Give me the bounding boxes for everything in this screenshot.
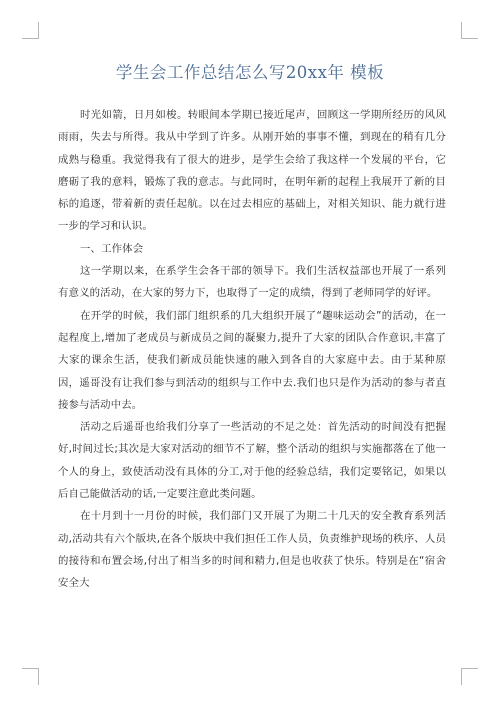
paragraph-activity-review: 活动之后遥哥也给我们分享了一些活动的不足之处：首先活动的时间没有把握好,时间过长;其次是大家对活动的细节不了解，整个活动的组织与实施都落在了他一个人的身上，致使活动没有具体的分工,对于他的经验总结，我们定要铭记，如果以后自己能做活动的话,一定要注意此类问题。 [58, 421, 446, 501]
section-heading-work-experience: 一、工作体会 [80, 242, 144, 255]
paragraph-safety-education: 在十月到十一月份的时候，我们部门又开展了为期二十几天的安全教育系列活动,活动共有六个版块,在各个版块中我们担任工作人员，负责维护现场的秩序、人员的接待和布置会场,付出了相当多的时间和精力,但是也收获了快乐。特别是在“宿舍安全大 [58, 510, 446, 590]
crop-mark-bottom-left [22, 668, 39, 685]
document-title: 学生会工作总结怎么写20xx年 模板 [115, 63, 385, 82]
document-body [58, 104, 446, 595]
paragraph-intro: 时光如箭，日月如梭。转眼间本学期已接近尾声，回顾这一学期所经历的风风雨雨，失去与所得。我从中学到了许多。从刚开始的事事不懂，到现在的稍有几分成熟与稳重。我觉得我有了很大的进步，是学生会给了我这样一个发展的平台，它磨砺了我的意料，锻炼了我的意志。与此同时，在明年新的起程上我展开了新的目标的追逐，带着新的责任起航。以在过去相应的基础上，对相关知识、能力就行进一步的学习和认识。 [58, 109, 446, 233]
crop-mark-top-left [22, 22, 39, 39]
paragraph-sports-meet: 在开学的时候，我们部门组织系的几大组织开展了“趣味运动会”的活动，在一起程度上,增加了老成员与新成员之间的凝聚力,提升了大家的团队合作意识,丰富了大家的课余生活，使我们新成员能快速的融入到各自的大家庭中去。由于某种原因，遥哥没有让我们参与到活动的组织与工作中去.我们也只是作为活动的参与者直接参与活动中去。 [58, 309, 446, 411]
crop-mark-top-right [461, 22, 478, 39]
paragraph-semester-summary: 这一学期以来，在系学生会各干部的领导下。我们生活权益部也开展了一系列有意义的活动，在大家的努力下，也取得了一定的成绩，得到了老师同学的好评。 [58, 265, 446, 300]
crop-mark-bottom-right [461, 668, 478, 685]
